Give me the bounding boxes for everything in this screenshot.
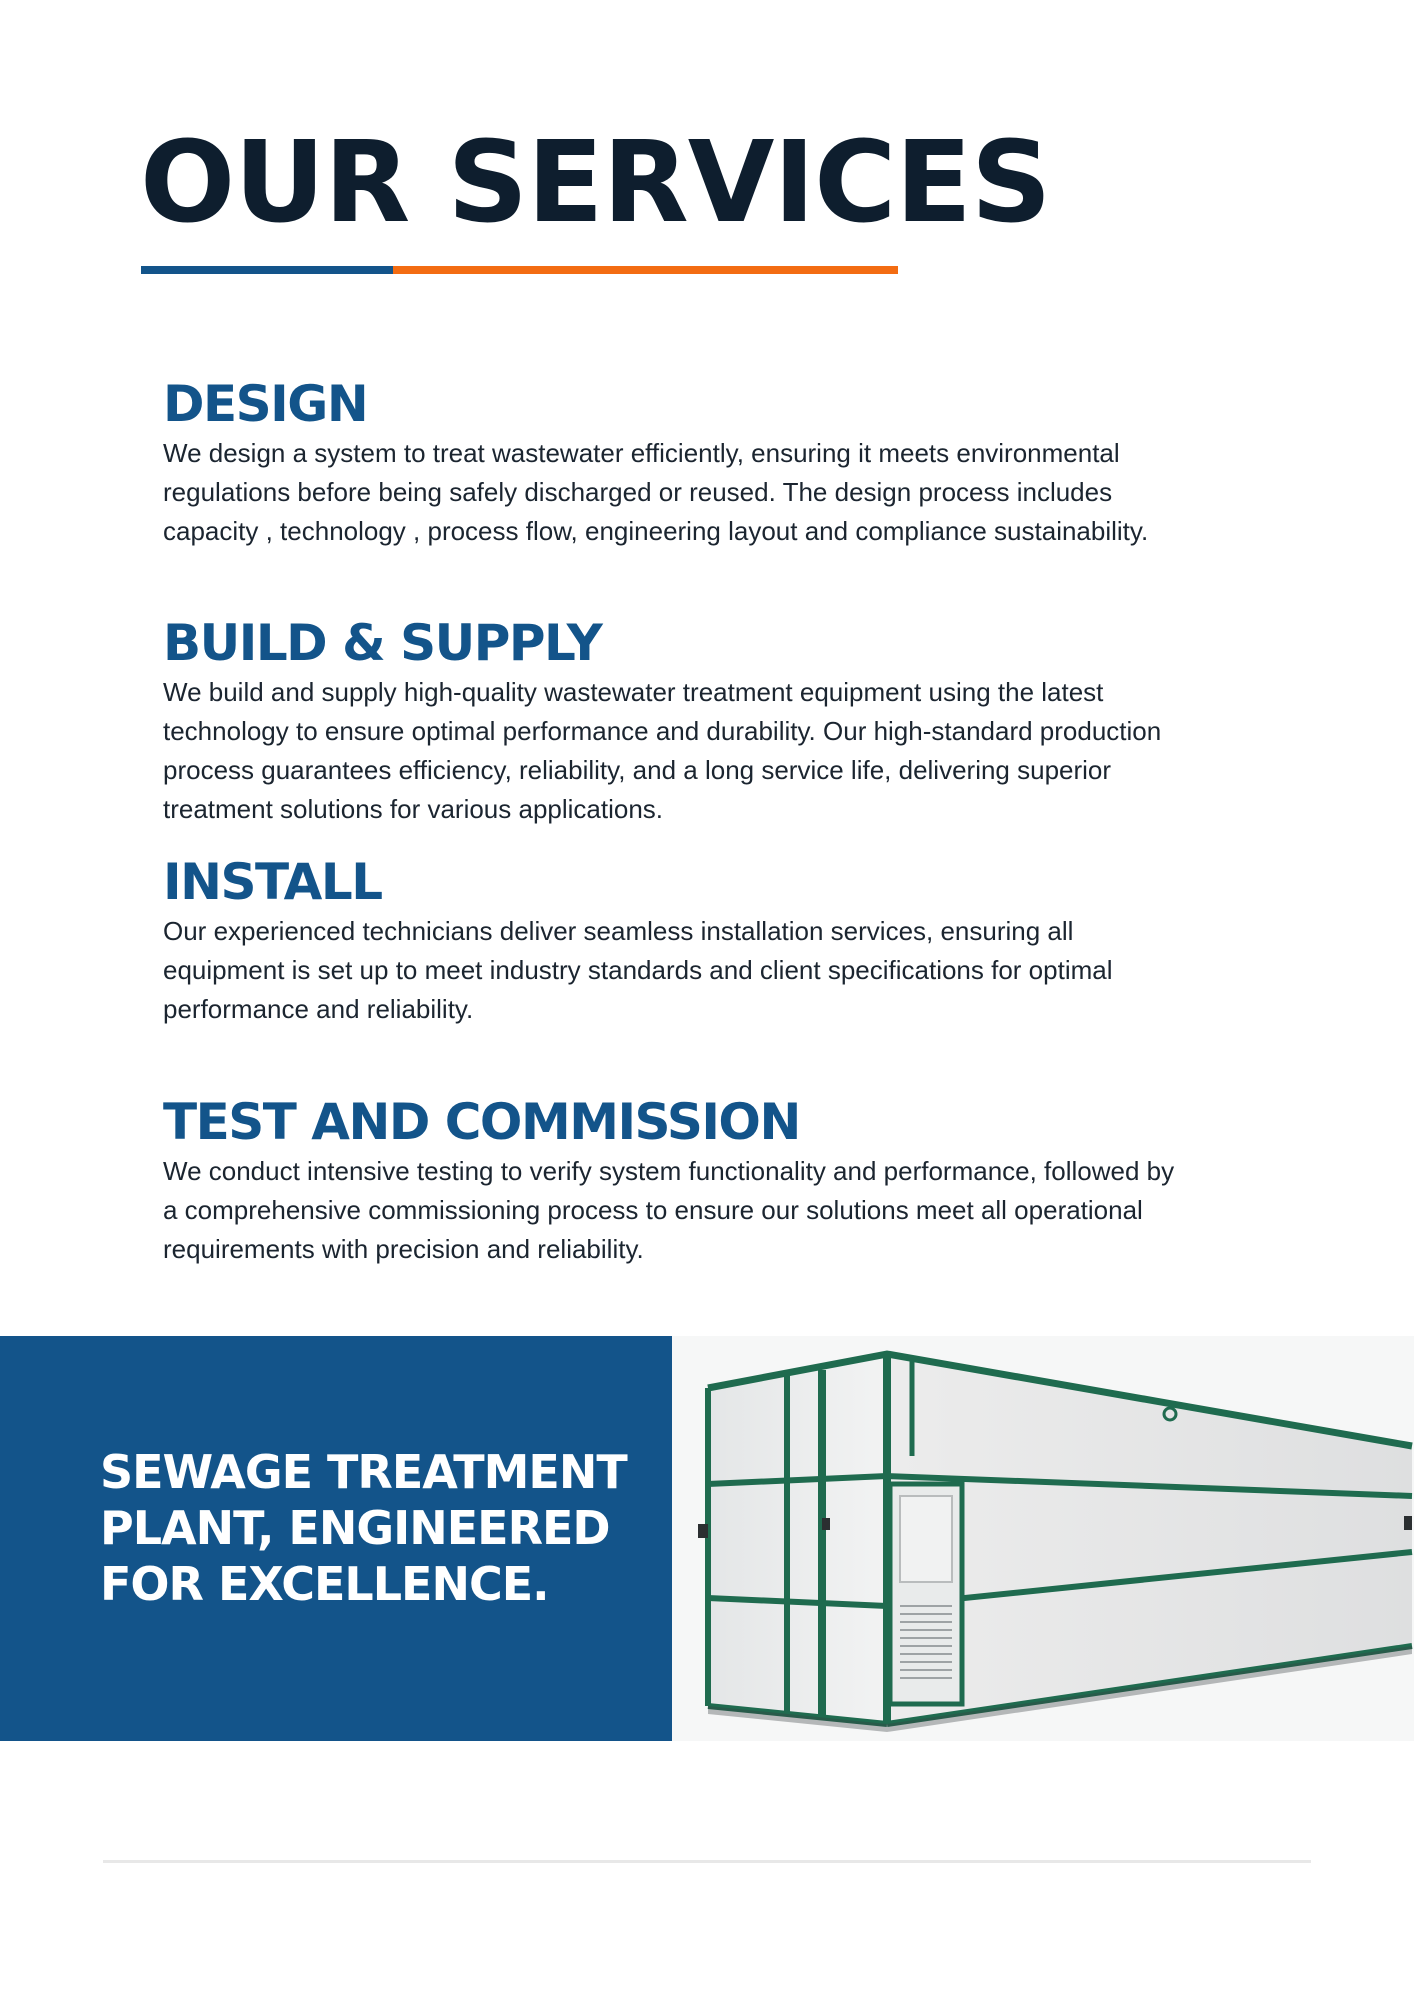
underline-blue-segment [141, 266, 393, 274]
service-heading: DESIGN [163, 375, 368, 433]
underline-orange-segment [393, 266, 898, 274]
service-description: Our experienced technicians deliver seamless installation services, ensuring all equipment is set up to meet industry standards and client specifications for optimal performance and reliability. [163, 916, 1113, 1024]
page-title: OUR SERVICES [140, 118, 1051, 248]
footer-divider [103, 1860, 1311, 1863]
service-description: We build and supply high-quality wastewater treatment equipment using the latest technology to ensure optimal performance and durability. Our high-standard production process guarantees efficiency, reliability, and a long service life, delivering superior treatment solutions for various applications. [163, 677, 1162, 824]
service-build-supply [163, 613, 1183, 829]
banner-image-panel [672, 1336, 1414, 1741]
promo-banner [0, 1336, 1414, 1741]
service-design [163, 374, 1183, 551]
service-heading: TEST AND COMMISSION [163, 1093, 800, 1151]
service-install [163, 852, 1183, 1029]
service-test-commission [163, 1092, 1183, 1269]
title-underline [141, 266, 898, 274]
banner-tagline: SEWAGE TREATMENT PLANT, ENGINEERED FOR EXCELLENCE. [100, 1445, 627, 1611]
banner-text-panel [0, 1336, 672, 1741]
sewage-treatment-tank-icon [672, 1336, 1414, 1741]
service-description: We conduct intensive testing to verify system functionality and performance, followed by a comprehensive commissioning process to ensure our solutions meet all operational requirements with precision and reliability. [163, 1156, 1175, 1264]
service-heading: INSTALL [163, 853, 382, 911]
service-description: We design a system to treat wastewater efficiently, ensuring it meets environmental regulations before being safely discharged or reused. The design process includes capacity , technology , process flow, engineering layout and compliance sustainability. [163, 438, 1149, 546]
service-heading: BUILD & SUPPLY [163, 614, 602, 672]
